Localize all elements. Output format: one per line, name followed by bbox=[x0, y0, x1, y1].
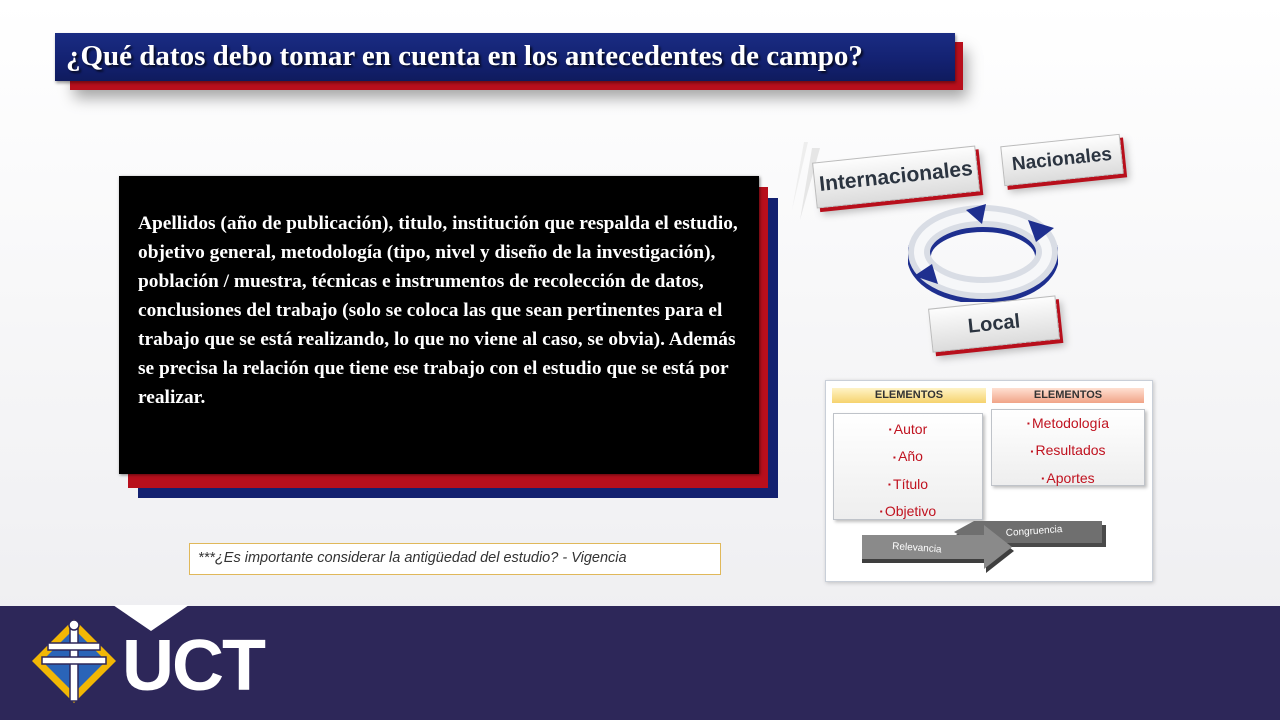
level-local-label: Local bbox=[966, 310, 1022, 338]
list-item: ▪ Título bbox=[834, 471, 982, 498]
list-item: ▪ Año bbox=[834, 443, 982, 470]
arrow-label-relevancia: Relevancia bbox=[891, 541, 942, 556]
uct-logo-text: UCT bbox=[122, 626, 264, 706]
relevance-congruence-arrows bbox=[856, 513, 1116, 577]
levels-diagram bbox=[790, 130, 1130, 370]
uct-cross-logo-icon bbox=[28, 615, 120, 707]
arrow-label-congruencia: Congruencia bbox=[1005, 524, 1063, 539]
list-item: ▪ Metodología bbox=[992, 410, 1144, 437]
elements-list-left bbox=[834, 414, 982, 525]
vigencia-note-text: ***¿Es importante considerar la antigüedad del estudio? - Vigencia bbox=[198, 550, 627, 566]
level-nacional-plate bbox=[1000, 134, 1124, 186]
elements-header-right: ELEMENTOS bbox=[992, 388, 1144, 403]
list-item: ▪ Autor bbox=[834, 416, 982, 443]
elements-panel-right bbox=[991, 409, 1145, 486]
cycle-arrows-icon bbox=[908, 202, 1058, 302]
elements-header-left: ELEMENTOS bbox=[832, 388, 986, 403]
slide-title: ¿Qué datos debo tomar en cuenta en los antecedentes de campo? bbox=[66, 40, 863, 72]
body-text: Apellidos (año de publicación), titulo, institución que respalda el estudio, objetivo general, metodología (tipo, nivel y diseño de la investigación), población / muestra, técnicas e instrumentos de recolección de datos, conclusiones del trabajo (solo se coloca las que sean pertinentes para el trabajo que se está realizando, lo que no viene al caso, se obvia). Además se precisa la relación que tiene ese trabajo con el estudio que se está por realizar. bbox=[138, 213, 738, 408]
level-nacional-label: Nacionales bbox=[1010, 143, 1113, 176]
level-internacional-label: Internacionales bbox=[818, 157, 974, 196]
list-item: ▪ Resultados bbox=[992, 437, 1144, 464]
list-item: ▪ Objetivo bbox=[834, 498, 982, 525]
list-item: ▪ Aportes bbox=[992, 465, 1144, 492]
elements-diagram bbox=[825, 380, 1153, 582]
elements-list-right bbox=[992, 410, 1144, 492]
level-local-plate bbox=[928, 295, 1060, 352]
elements-panel-left bbox=[833, 413, 983, 520]
vigencia-note bbox=[189, 543, 721, 575]
